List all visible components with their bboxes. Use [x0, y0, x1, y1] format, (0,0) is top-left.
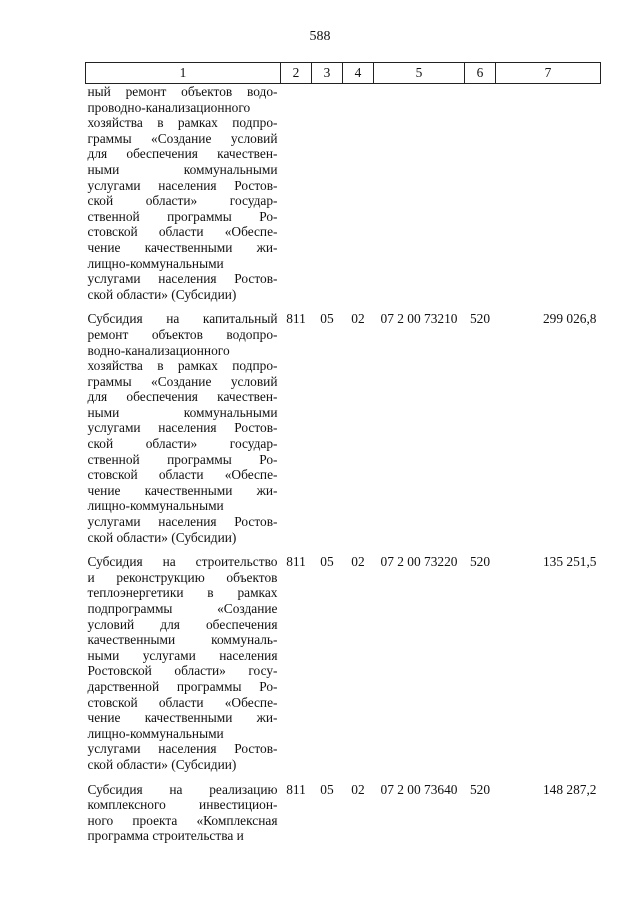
description-line: ными коммунальными: [87, 404, 278, 420]
description-line: ской области» (Субсидии): [87, 529, 237, 545]
description-cell: [86, 302, 281, 545]
table-row: [86, 545, 601, 772]
description-line: комплексного инвестицион-: [87, 797, 278, 813]
description-cell: [86, 545, 281, 772]
description-line: Субсидия на капитальный: [87, 311, 278, 327]
section-code-cell: 05: [320, 311, 334, 327]
description-line: услугами населения Ростов-: [87, 420, 278, 436]
description-line: чение качественными жи-: [87, 239, 278, 255]
description-line: ремонт объектов водопро-: [87, 326, 278, 342]
description-line: подпрограммы «Создание: [87, 601, 278, 616]
description-line: граммы «Создание условий: [87, 130, 278, 146]
description-line: ный ремонт объектов водо-: [87, 84, 278, 99]
header-row: [86, 63, 601, 84]
description-line: ными коммунальными: [87, 161, 278, 177]
description-line: чение качественными жи-: [87, 710, 278, 726]
section-code-cell: 05: [320, 781, 334, 797]
description-line: лищно-коммунальными: [87, 255, 224, 271]
description-line: ного проекта «Комплексная: [87, 812, 278, 828]
description-line: программа строительства и: [87, 828, 244, 844]
subsection-code-cell: 02: [351, 554, 365, 570]
table-row: [86, 84, 601, 303]
description-line: ской области» (Субсидии): [87, 756, 237, 772]
column-header-5: 5: [374, 63, 465, 84]
table-header: [86, 63, 601, 84]
description-line: Субсидия на реализацию: [87, 781, 278, 797]
budget-table: [85, 62, 601, 844]
target-article-cell: 07 2 00 73210: [380, 311, 458, 327]
amount-cell: 299 026,8: [542, 311, 597, 327]
description-line: лищно-коммунальными: [87, 498, 224, 514]
description-line: условий для обеспечения: [87, 616, 278, 632]
description-line: граммы «Создание условий: [87, 373, 278, 389]
description-line: Ростовской области» госу-: [87, 663, 278, 679]
description-line: Субсидия на строительство: [87, 554, 278, 570]
description-line: водно-канализационного: [87, 342, 230, 358]
description-cell: [86, 84, 281, 303]
table-row: [86, 773, 601, 844]
table-row: [86, 302, 601, 545]
subsection-code-cell: 02: [351, 311, 365, 327]
admin-code-cell: 811: [286, 554, 306, 570]
subsection-code-cell: [343, 84, 374, 303]
description-line: дарственной программы Ро-: [87, 678, 278, 694]
description-line: хозяйства в рамках подпро-: [87, 115, 278, 131]
expense-type-cell: 520: [469, 781, 491, 797]
description-line: услугами населения Ростов-: [87, 271, 278, 287]
description-line: стовской области «Обеспе-: [87, 224, 278, 240]
amount-cell: 135 251,5: [542, 554, 597, 570]
description-line: стовской области «Обеспе-: [87, 694, 278, 710]
description-line: стовской области «Обеспе-: [87, 467, 278, 483]
description-line: услугами населения Ростов-: [87, 741, 278, 757]
expense-type-cell: 520: [469, 554, 491, 570]
column-header-3: 3: [312, 63, 343, 84]
description-line: чение качественными жи-: [87, 482, 278, 498]
description-line: проводно-канализационного: [87, 99, 251, 115]
description-line: ской области» государ-: [87, 436, 278, 452]
column-header-4: 4: [343, 63, 374, 84]
column-header-7: 7: [496, 63, 601, 84]
subsection-code-cell: 02: [351, 781, 365, 797]
expense-type-cell: 520: [469, 311, 491, 327]
description-line: для обеспечения качествен-: [87, 146, 278, 162]
amount-cell: [496, 84, 601, 303]
section-code-cell: [312, 84, 343, 303]
amount-cell: 148 287,2: [542, 781, 597, 797]
admin-code-cell: [281, 84, 312, 303]
description-line: ственной программы Ро-: [87, 208, 278, 224]
description-line: ской области» (Субсидии): [87, 286, 237, 302]
description-line: ными услугами населения: [87, 647, 278, 663]
description-line: хозяйства в рамках подпро-: [87, 358, 278, 374]
expense-type-cell: [465, 84, 496, 303]
column-header-6: 6: [465, 63, 496, 84]
admin-code-cell: 811: [286, 781, 306, 797]
description-line: лищно-коммунальными: [87, 725, 224, 741]
page-number: 588: [309, 29, 331, 44]
description-line: и реконструкцию объектов: [87, 569, 278, 585]
target-article-cell: [374, 84, 465, 303]
target-article-cell: 07 2 00 73640: [380, 781, 458, 797]
target-article-cell: 07 2 00 73220: [380, 554, 458, 570]
description-line: для обеспечения качествен-: [87, 389, 278, 405]
admin-code-cell: 811: [286, 311, 306, 327]
column-header-1: 1: [86, 63, 281, 84]
description-line: услугами населения Ростов-: [87, 514, 278, 530]
table-body: [86, 84, 601, 844]
description-line: услугами населения Ростов-: [87, 177, 278, 193]
description-line: качественными коммуналь-: [87, 632, 278, 648]
description-line: ственной программы Ро-: [87, 451, 278, 467]
description-line: теплоэнергетики в рамках: [87, 585, 278, 601]
description-cell: [86, 773, 281, 844]
section-code-cell: 05: [320, 554, 334, 570]
description-line: ской области» государ-: [87, 193, 278, 209]
column-header-2: 2: [281, 63, 312, 84]
